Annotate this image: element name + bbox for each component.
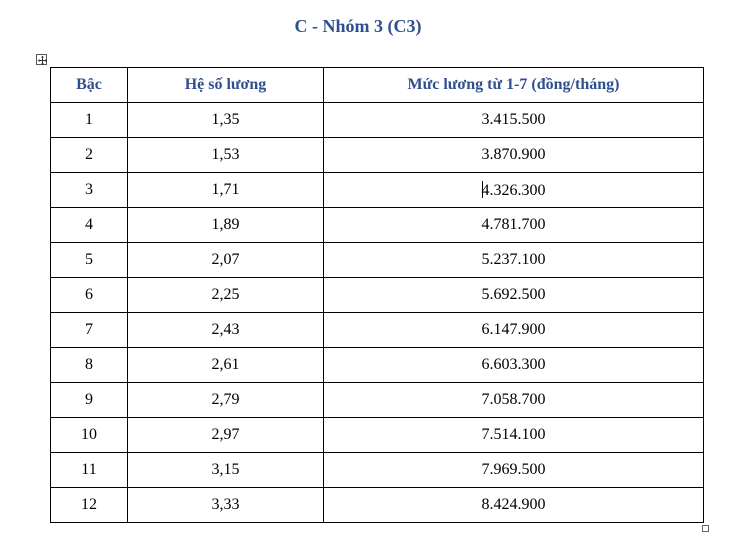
table-row xyxy=(51,418,704,453)
cell-bac[interactable]: 1 xyxy=(51,103,128,138)
table-row xyxy=(51,278,704,313)
cell-bac[interactable]: 2 xyxy=(51,138,128,173)
cell-bac[interactable]: 12 xyxy=(51,488,128,523)
cell-he-so[interactable]: 3,15 xyxy=(128,453,324,488)
cell-muc-luong[interactable]: 7.969.500 xyxy=(324,453,704,488)
cell-bac[interactable]: 8 xyxy=(51,348,128,383)
cell-muc-luong[interactable]: 5.692.500 xyxy=(324,278,704,313)
cell-muc-luong[interactable]: 6.147.900 xyxy=(324,313,704,348)
cell-he-so[interactable]: 2,43 xyxy=(128,313,324,348)
cell-he-so[interactable]: 2,25 xyxy=(128,278,324,313)
table-row xyxy=(51,243,704,278)
header-he-so-luong: Hệ số lương xyxy=(128,68,324,103)
header-bac: Bậc xyxy=(51,68,128,103)
cell-he-so[interactable]: 1,89 xyxy=(128,208,324,243)
cell-he-so[interactable]: 1,71 xyxy=(128,173,324,208)
cell-bac[interactable]: 7 xyxy=(51,313,128,348)
cell-muc-luong[interactable]: 4.781.700 xyxy=(324,208,704,243)
table-header-row xyxy=(51,68,704,103)
table-row xyxy=(51,383,704,418)
cell-bac[interactable]: 4 xyxy=(51,208,128,243)
table-move-icon[interactable] xyxy=(36,54,47,65)
cell-bac[interactable]: 6 xyxy=(51,278,128,313)
cell-he-so[interactable]: 2,61 xyxy=(128,348,324,383)
cell-muc-luong[interactable]: 6.603.300 xyxy=(324,348,704,383)
cell-muc-luong[interactable]: 7.514.100 xyxy=(324,418,704,453)
cell-he-so[interactable]: 2,97 xyxy=(128,418,324,453)
table-row xyxy=(51,138,704,173)
salary-table[interactable] xyxy=(50,67,704,523)
cell-he-so[interactable]: 2,07 xyxy=(128,243,324,278)
table-row xyxy=(51,103,704,138)
table-row xyxy=(51,208,704,243)
cell-muc-luong[interactable]: 7.058.700 xyxy=(324,383,704,418)
table-row xyxy=(51,488,704,523)
cell-bac[interactable]: 3 xyxy=(51,173,128,208)
cell-bac[interactable]: 5 xyxy=(51,243,128,278)
cell-he-so[interactable]: 1,35 xyxy=(128,103,324,138)
document-title: C - Nhóm 3 (C3) xyxy=(294,16,422,36)
table-row xyxy=(51,453,704,488)
cell-muc-luong[interactable]: 5.237.100 xyxy=(324,243,704,278)
table-row xyxy=(51,173,704,208)
cell-he-so[interactable]: 2,79 xyxy=(128,383,324,418)
header-muc-luong: Mức lương từ 1-7 (đồng/tháng) xyxy=(324,68,704,103)
cell-muc-luong[interactable]: 3.415.500 xyxy=(324,103,704,138)
cell-bac[interactable]: 9 xyxy=(51,383,128,418)
table-row xyxy=(51,348,704,383)
cell-muc-luong-active[interactable] xyxy=(324,173,704,208)
cell-bac[interactable]: 10 xyxy=(51,418,128,453)
table-resize-icon[interactable] xyxy=(702,525,709,532)
cell-bac[interactable]: 11 xyxy=(51,453,128,488)
cell-muc-luong[interactable]: 8.424.900 xyxy=(324,488,704,523)
cell-muc-luong[interactable]: 3.870.900 xyxy=(324,138,704,173)
cell-text: 4.326.300 xyxy=(481,181,546,199)
table-row xyxy=(51,313,704,348)
cell-he-so[interactable]: 1,53 xyxy=(128,138,324,173)
cell-he-so[interactable]: 3,33 xyxy=(128,488,324,523)
